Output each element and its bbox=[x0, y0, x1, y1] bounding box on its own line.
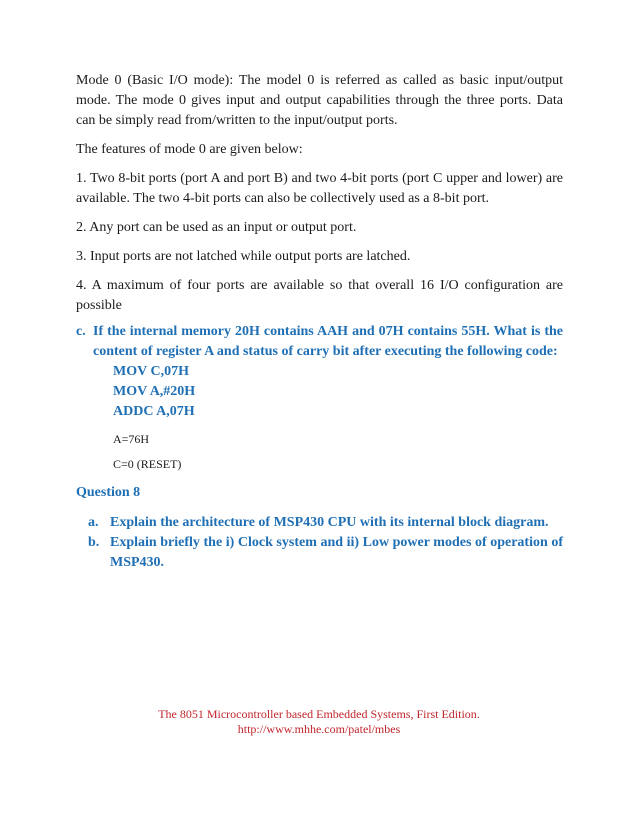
code-block bbox=[113, 362, 563, 422]
question-c-marker: c. bbox=[76, 324, 86, 339]
feature-2: 2. Any port can be used as an input or output port. bbox=[76, 220, 357, 235]
item-a-marker: a. bbox=[88, 515, 99, 530]
mode0-paragraph: Mode 0 (Basic I/O mode): The model 0 is referred as called as basic input/output mode. The mode 0 gives input and output capabilities through the three ports. Data can be simply read from/written to the input/output ports. bbox=[76, 73, 563, 128]
question-c bbox=[76, 322, 563, 422]
answer-block bbox=[113, 432, 563, 471]
code-line: ADDC A,07H bbox=[113, 404, 195, 419]
question-8-heading: Question 8 bbox=[76, 485, 141, 500]
features-intro: The features of mode 0 are given below: bbox=[76, 142, 303, 157]
code-line: MOV A,#20H bbox=[113, 384, 196, 399]
answer-carry: C=0 (RESET) bbox=[113, 457, 182, 471]
question-8-item-a bbox=[88, 513, 563, 533]
footer-url: http://www.mhhe.com/patel/mbes bbox=[237, 722, 401, 736]
page-footer bbox=[0, 707, 638, 737]
feature-1: 1. Two 8-bit ports (port A and port B) and two 4-bit ports (port C upper and lower) are available. The two 4-bit ports can also be collectively used as a 8-bit port. bbox=[76, 171, 563, 206]
code-line: MOV C,07H bbox=[113, 364, 189, 379]
footer-book-title: The 8051 Microcontroller based Embedded Systems, First Edition. bbox=[158, 707, 480, 721]
document-page bbox=[76, 71, 563, 573]
question-c-text: If the internal memory 20H contains AAH and 07H contains 55H. What is the content of register A and status of carry bit after executing the following code: bbox=[93, 324, 563, 359]
question-8-item-b bbox=[88, 533, 563, 573]
answer-a: A=76H bbox=[113, 432, 150, 446]
feature-3: 3. Input ports are not latched while output ports are latched. bbox=[76, 249, 411, 264]
item-a-text: Explain the architecture of MSP430 CPU with its internal block diagram. bbox=[110, 515, 549, 530]
feature-4: 4. A maximum of four ports are available so that overall 16 I/O configuration are possible bbox=[76, 278, 563, 313]
item-b-marker: b. bbox=[88, 535, 100, 550]
item-b-text: Explain briefly the i) Clock system and ii) Low power modes of operation of MSP430. bbox=[110, 535, 563, 570]
